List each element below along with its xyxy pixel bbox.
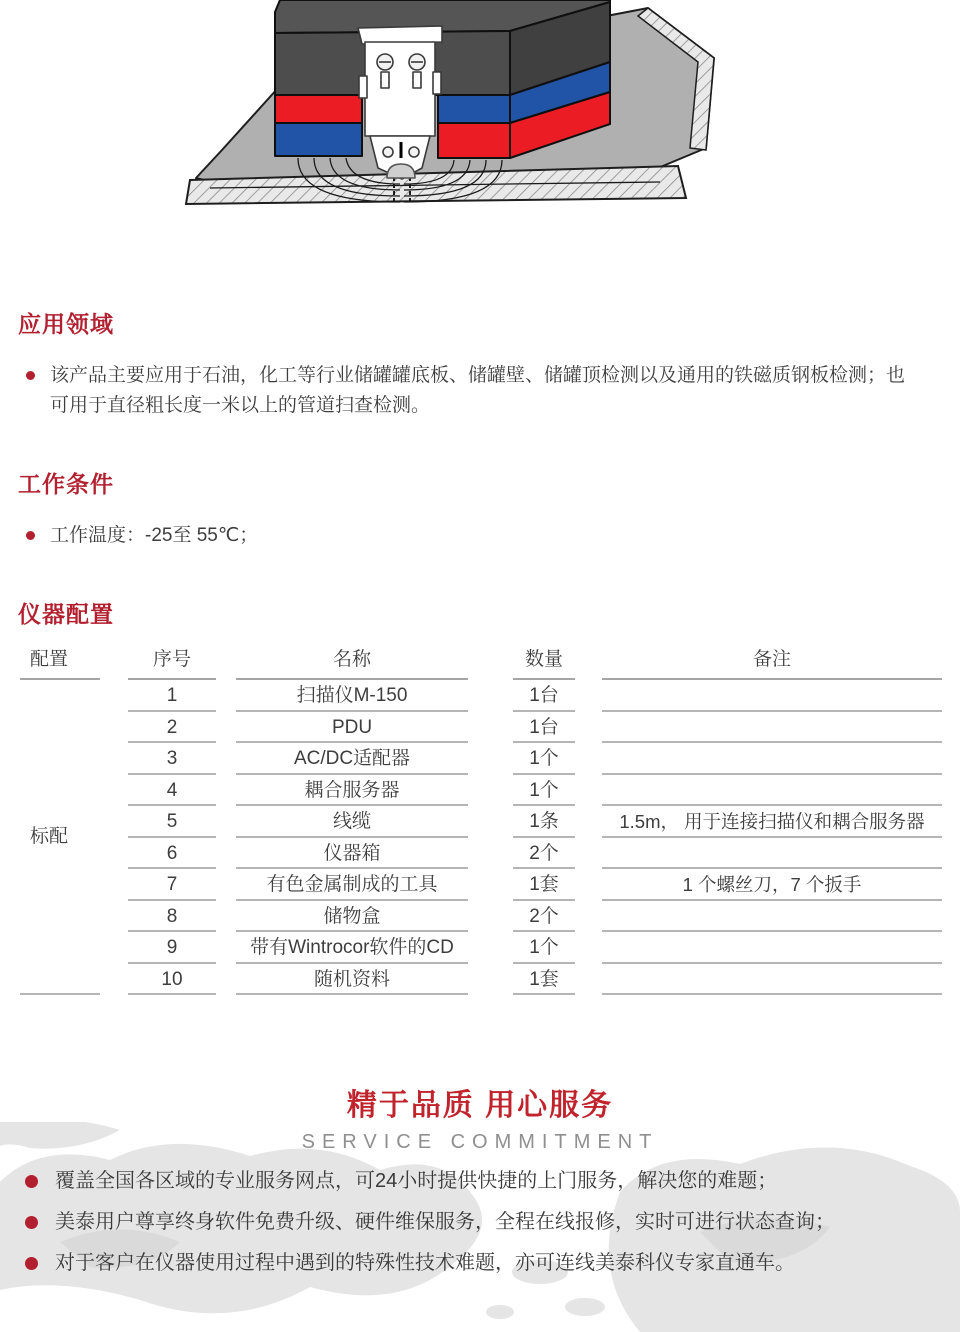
table-column bbox=[513, 645, 575, 995]
table-cell bbox=[602, 964, 942, 996]
table-cell: 1条 bbox=[513, 806, 575, 838]
table-column bbox=[602, 645, 942, 995]
table-cell: 5 bbox=[128, 806, 216, 838]
group-cell: 标配 bbox=[20, 680, 100, 995]
section-title: 工作条件 bbox=[18, 471, 114, 497]
table-cell: 扫描仪M-150 bbox=[236, 680, 468, 712]
table-cell: PDU bbox=[236, 712, 468, 744]
table-cell: 8 bbox=[128, 901, 216, 933]
table-column bbox=[128, 645, 216, 995]
table-cell: 线缆 bbox=[236, 806, 468, 838]
bullet-dot-icon bbox=[26, 531, 35, 540]
list-item bbox=[18, 521, 942, 551]
table-cell: 1套 bbox=[513, 869, 575, 901]
table-cell: 1 bbox=[128, 680, 216, 712]
table-cell: 2 bbox=[128, 712, 216, 744]
service-list bbox=[25, 1168, 940, 1291]
table-cell: 储物盒 bbox=[236, 901, 468, 933]
table-column bbox=[20, 645, 100, 995]
table-cell: 2个 bbox=[513, 838, 575, 870]
table-cell: 仪器箱 bbox=[236, 838, 468, 870]
slogan-en: SERVICE COMMITMENT bbox=[301, 1131, 659, 1153]
table-cell: 7 bbox=[128, 869, 216, 901]
service-slogan-block bbox=[0, 1080, 960, 1154]
table-cell: 1 个螺丝刀，7 个扳手 bbox=[602, 869, 942, 901]
list-item bbox=[25, 1168, 940, 1194]
table-cell: 4 bbox=[128, 775, 216, 807]
magnet-block bbox=[275, 0, 610, 158]
bullet-dot-icon bbox=[25, 1257, 38, 1270]
table-cell: 1个 bbox=[513, 932, 575, 964]
config-table bbox=[20, 645, 942, 995]
table-cell: 1台 bbox=[513, 680, 575, 712]
section-conditions bbox=[18, 466, 942, 551]
table-cell: 9 bbox=[128, 932, 216, 964]
table-cell bbox=[602, 901, 942, 933]
table-cell: 1个 bbox=[513, 743, 575, 775]
bullet-dot-icon bbox=[25, 1216, 38, 1229]
table-cell: 带有Wintrocor软件的CD bbox=[236, 932, 468, 964]
table-cell: 2个 bbox=[513, 901, 575, 933]
application-text: 该产品主要应用于石油，化工等行业储罐罐底板、储罐壁、储罐顶检测以及通用的铁磁质钢板检测；也可用于直径粗长度一米以上的管道扫查检测。 bbox=[50, 365, 906, 416]
column-header: 备注 bbox=[602, 645, 942, 680]
list-item bbox=[25, 1209, 940, 1235]
table-cell: 1套 bbox=[513, 964, 575, 996]
table-cell: 1台 bbox=[513, 712, 575, 744]
table-cell bbox=[602, 743, 942, 775]
table-cell: 随机资料 bbox=[236, 964, 468, 996]
list-item bbox=[18, 361, 942, 421]
column-header: 序号 bbox=[128, 645, 216, 680]
section-application bbox=[18, 306, 942, 421]
service-text: 美泰用户尊享终身软件免费升级、硬件维保服务，全程在线报修，实时可进行状态查询； bbox=[55, 1211, 835, 1233]
table-cell: 有色金属制成的工具 bbox=[236, 869, 468, 901]
table-cell: 1.5m， 用于连接扫描仪和耦合服务器 bbox=[602, 806, 942, 838]
conditions-text: 工作温度：-25至 55℃； bbox=[50, 525, 259, 546]
section-title: 应用领域 bbox=[18, 311, 114, 337]
table-cell: 1个 bbox=[513, 775, 575, 807]
section-config bbox=[18, 596, 942, 629]
table-cell: 6 bbox=[128, 838, 216, 870]
service-text: 覆盖全国各区域的专业服务网点，可24小时提供快捷的上门服务，解决您的难题； bbox=[55, 1170, 778, 1192]
table-cell bbox=[602, 775, 942, 807]
table-cell: 3 bbox=[128, 743, 216, 775]
bullet-dot-icon bbox=[26, 371, 35, 380]
section-title: 仪器配置 bbox=[18, 601, 114, 627]
bullet-dot-icon bbox=[25, 1175, 38, 1188]
column-header: 数量 bbox=[513, 645, 575, 680]
table-column bbox=[236, 645, 468, 995]
column-header: 配置 bbox=[20, 645, 100, 680]
service-text: 对于客户在仪器使用过程中遇到的特殊性技术难题，亦可连线美泰科仪专家直通车。 bbox=[55, 1252, 795, 1274]
table-cell bbox=[602, 932, 942, 964]
table-cell: 耦合服务器 bbox=[236, 775, 468, 807]
slogan-cn: 精于品质 用心服务 bbox=[346, 1089, 614, 1122]
table-cell: AC/DC适配器 bbox=[236, 743, 468, 775]
mfl-scanner-illustration bbox=[180, 0, 760, 228]
list-item bbox=[25, 1250, 940, 1276]
table-cell: 10 bbox=[128, 964, 216, 996]
table-cell bbox=[602, 680, 942, 712]
column-header: 名称 bbox=[236, 645, 468, 680]
table-cell bbox=[602, 838, 942, 870]
table-cell bbox=[602, 712, 942, 744]
